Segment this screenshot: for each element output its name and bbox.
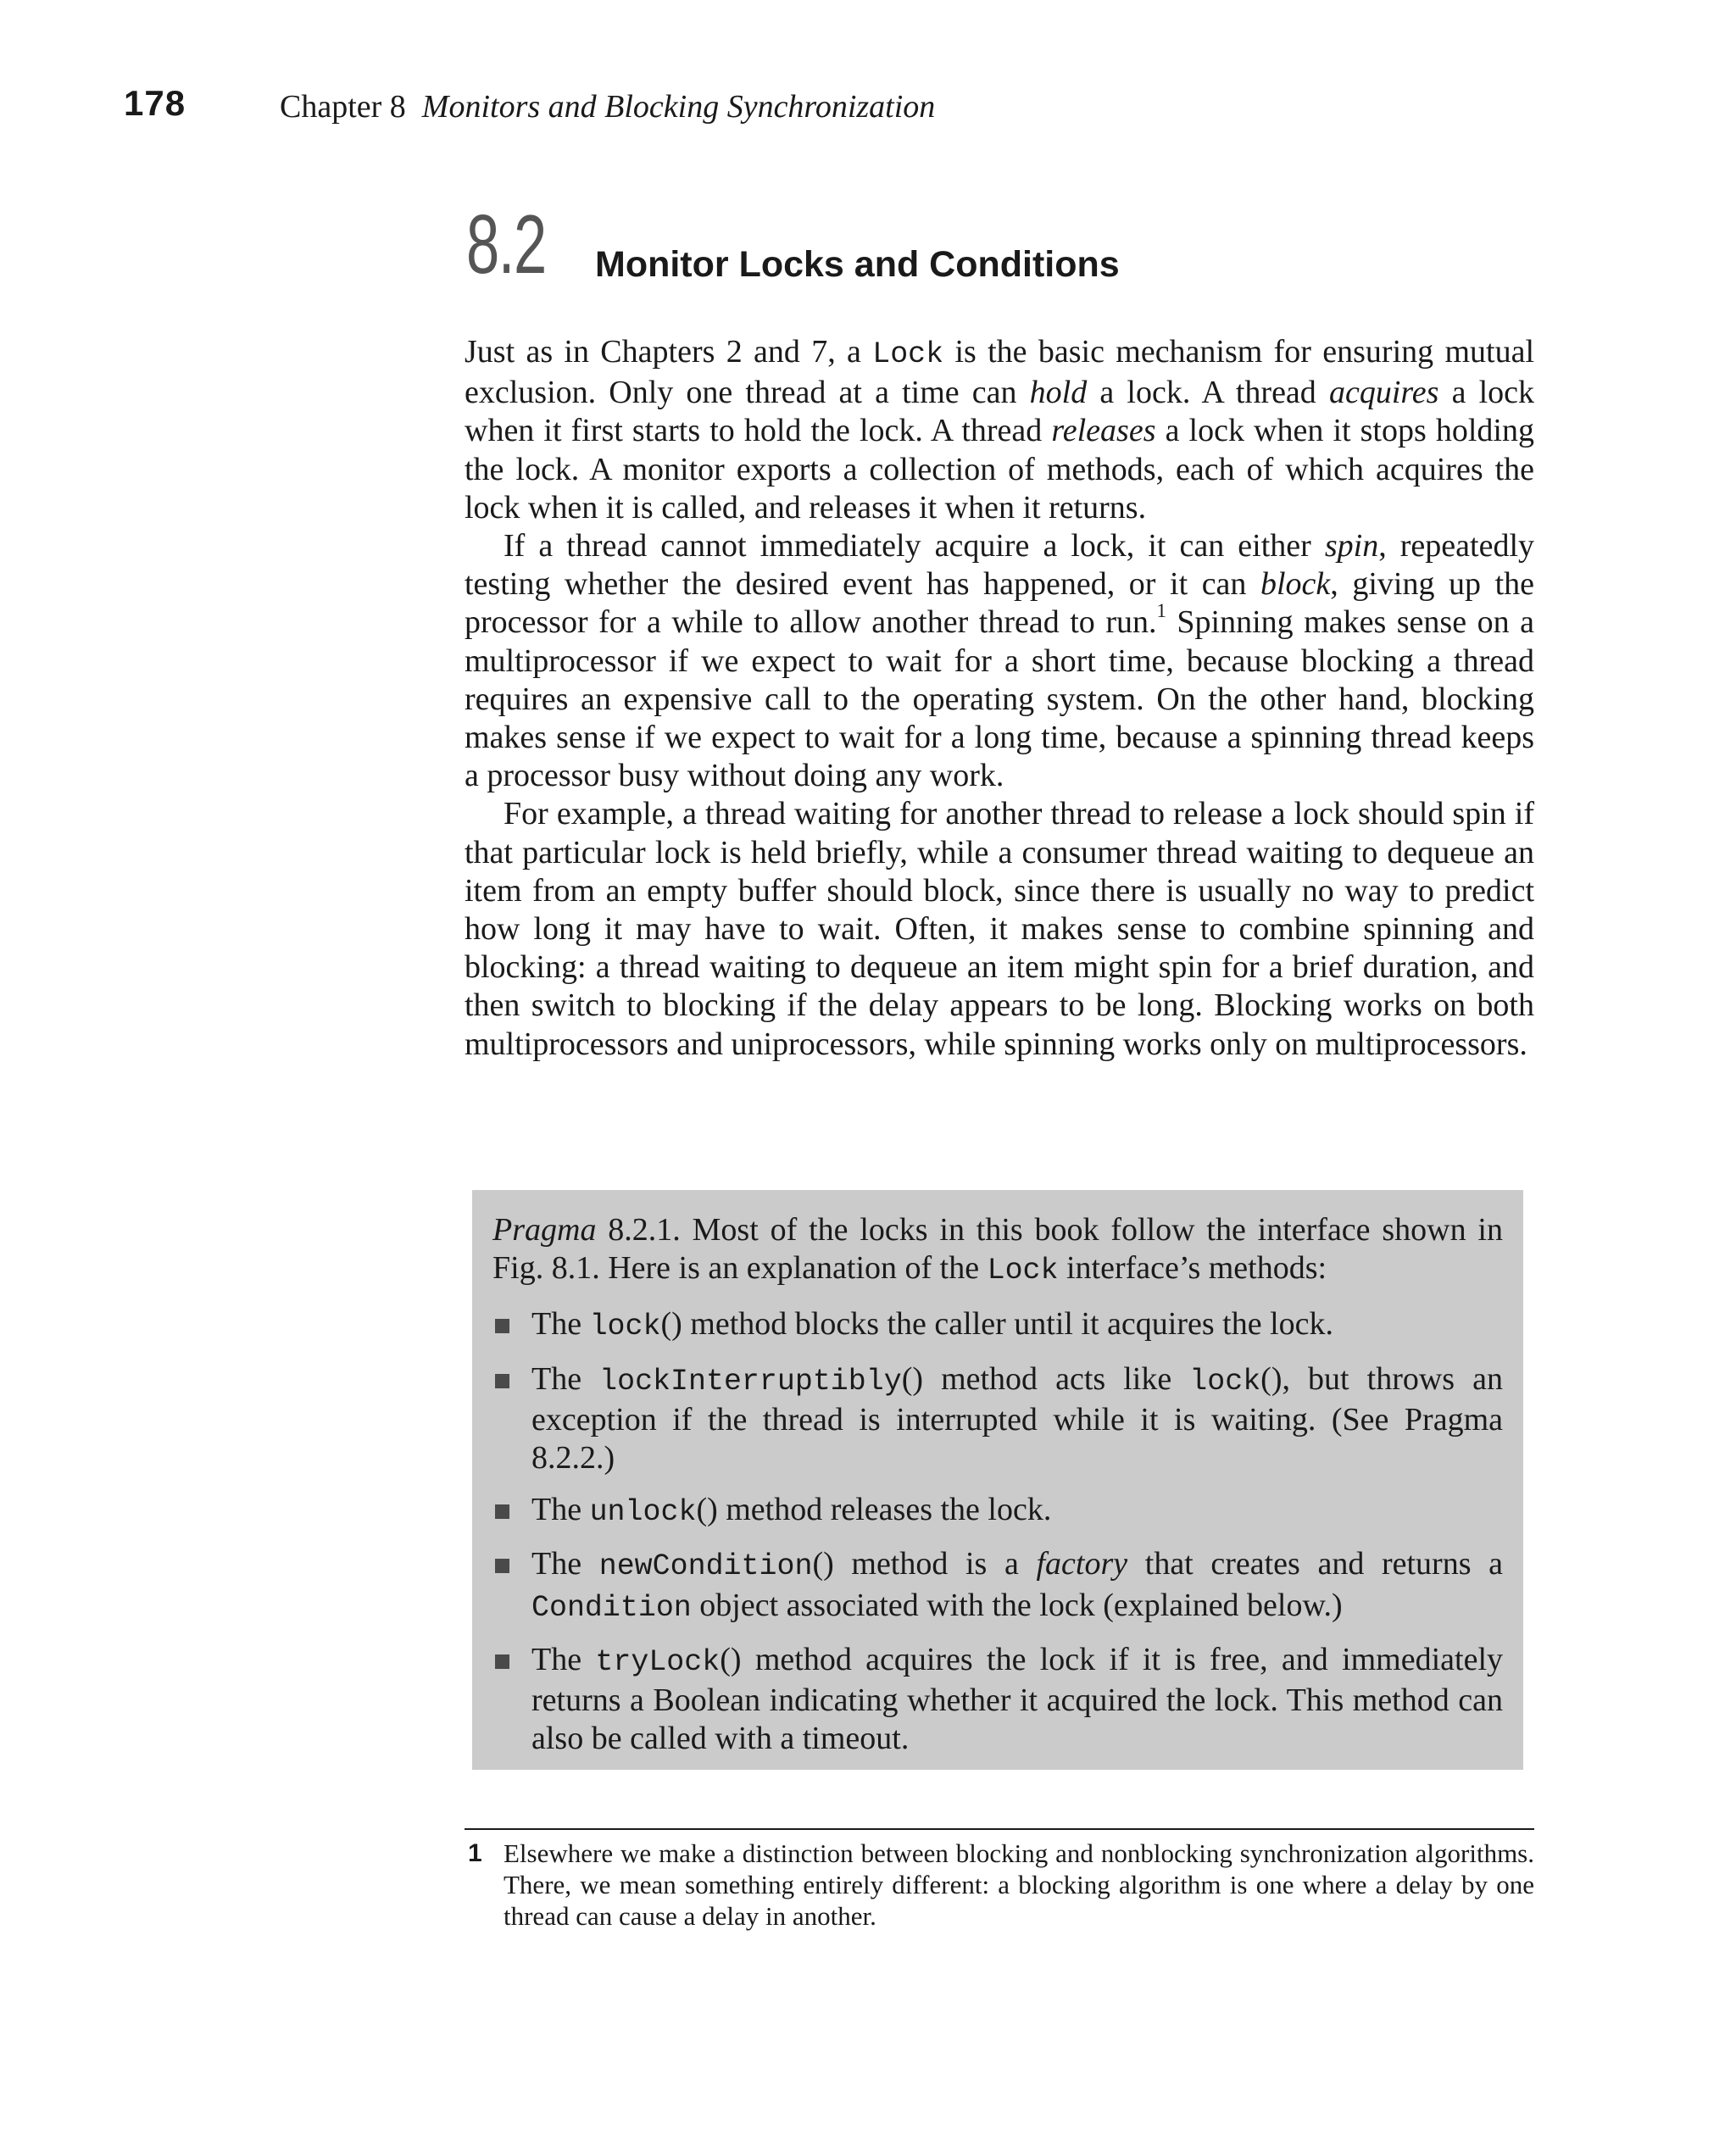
p2-text-3: , giving up the processor for a while to allow another thread to run. xyxy=(465,566,1534,641)
item-code: Condition xyxy=(531,1591,692,1625)
square-bullet-icon xyxy=(495,1319,509,1333)
pragma-label: Pragma xyxy=(492,1212,597,1248)
paragraph-3: For example, a thread waiting for another thread to release a lock should spin if that particular lock is held briefly, while a consumer thread waiting to dequeue an item from an empty buffer should block, since there is usually no way to predict how long it may have to wait. Often, it makes sense to combine spinning and blocking: a thread waiting to dequeue an item might spin for a brief duration, and then switch to blocking if the delay appears to be long. Blocking works on both multiprocessors and uniprocessors, while spinning works only on multiprocessors. xyxy=(465,796,1534,1062)
footnote-marker: 1 xyxy=(468,1839,482,1867)
footnote-divider xyxy=(465,1828,1534,1830)
p1-text-2: is the basic mechanism for ensuring mutual exclusion. Only one thread at a time can xyxy=(465,334,1535,411)
item-parens: () xyxy=(812,1546,834,1582)
chapter-label: Chapter 8 xyxy=(280,89,406,125)
list-item xyxy=(492,1305,1503,1346)
item-parens: () xyxy=(720,1641,742,1677)
list-item xyxy=(492,1360,1503,1478)
pragma-intro-text-1: 8.2.1. Most of the locks in this book follow the interface shown in Fig. 8.1. Here is an explanation of the xyxy=(492,1212,1503,1287)
item-text: The xyxy=(531,1546,599,1582)
p2-em-spin: spin xyxy=(1324,528,1379,564)
p1-text-4: a lock when it first starts to hold the lock. A thread xyxy=(465,375,1535,449)
item-code: lock xyxy=(1189,1365,1261,1399)
list-item xyxy=(492,1641,1503,1759)
p2-text-1: If a thread cannot immediately acquire a lock, it can either xyxy=(504,528,1325,564)
item-text: method acquires the lock if it is free, and immediately returns a Boolean indicating whether it acquired the lock. This method can also be called with a timeout. xyxy=(531,1641,1504,1757)
item-text: The xyxy=(531,1492,590,1528)
square-bullet-icon xyxy=(495,1504,509,1519)
p2-text-2: , repeatedly testing whether the desired event has happened, or it can xyxy=(465,528,1535,603)
footnote-reference[interactable]: 1 xyxy=(1156,600,1166,622)
section-heading xyxy=(466,197,1534,295)
item-code: newCondition xyxy=(598,1550,813,1584)
footnote-text: Elsewhere we make a distinction between blocking and nonblocking synchronization algorithms. There, we mean something entirely different: a blocking algorithm is one where a delay by one thread can cause a delay in another. xyxy=(504,1838,1534,1931)
item-text: method blocks the caller until it acquires the lock. xyxy=(682,1306,1334,1343)
footnote xyxy=(465,1838,1534,1932)
item-text: The xyxy=(531,1306,590,1343)
item-text: that creates and returns a xyxy=(1127,1546,1503,1582)
page-number: 178 xyxy=(124,83,186,123)
section-number: 8.2 xyxy=(466,197,546,291)
item-em-factory: factory xyxy=(1036,1546,1128,1582)
p1-code-lock: Lock xyxy=(872,338,944,371)
item-text: The xyxy=(531,1641,596,1677)
running-title xyxy=(280,88,935,125)
pragma-intro xyxy=(492,1211,1503,1290)
item-code: tryLock xyxy=(595,1645,721,1679)
square-bullet-icon xyxy=(495,1374,509,1388)
p1-em-acquires: acquires xyxy=(1328,375,1439,411)
chapter-title: Monitors and Blocking Synchronization xyxy=(421,89,936,125)
pragma-method-list xyxy=(492,1305,1503,1758)
item-text: method releases the lock. xyxy=(717,1492,1052,1528)
running-head xyxy=(0,83,1736,134)
paragraph-2 xyxy=(465,527,1534,795)
item-parens: () xyxy=(660,1306,682,1343)
p2-text-4: Spinning makes sense on a multiprocessor if we expect to wait for a short time, because blocking a thread requires an expensive call to the operating system. On the other hand, blocking makes sense if we expect to wait for a long time, because a spinning thread keeps a processor busy without doing any work. xyxy=(465,604,1534,794)
square-bullet-icon xyxy=(495,1654,509,1669)
p1-text-5: a lock when it stops holding the lock. A monitor exports a collection of methods, each of which acquires the lock when it is called, and releases it when it returns. xyxy=(465,413,1534,526)
pragma-intro-text-2: interface’s methods: xyxy=(1058,1250,1327,1287)
section-title: Monitor Locks and Conditions xyxy=(595,244,1120,285)
square-bullet-icon xyxy=(495,1559,509,1573)
item-text: method acts like xyxy=(923,1360,1190,1397)
item-text: The xyxy=(531,1360,600,1397)
item-text: method is a xyxy=(833,1546,1037,1582)
item-text: object associated with the lock (explained below.) xyxy=(691,1587,1343,1623)
item-code: lock xyxy=(589,1310,661,1344)
item-parens: () xyxy=(1260,1360,1283,1397)
item-parens: () xyxy=(696,1492,718,1528)
pragma-intro-code: Lock xyxy=(987,1254,1059,1288)
p1-em-hold: hold xyxy=(1029,375,1088,411)
p2-em-block: block xyxy=(1260,566,1331,603)
p1-text-3: a lock. A thread xyxy=(1087,375,1329,411)
list-item xyxy=(492,1545,1503,1627)
p1-em-releases: releases xyxy=(1051,413,1156,449)
paragraph-1 xyxy=(465,333,1534,527)
item-parens: () xyxy=(901,1360,924,1397)
list-item xyxy=(492,1491,1503,1532)
item-code: unlock xyxy=(589,1496,697,1530)
pragma-box xyxy=(472,1190,1523,1770)
item-text: , but throws an exception if the thread is interrupted while it is waiting. (See Pragma 8.2.2.) xyxy=(531,1360,1503,1476)
body-text xyxy=(465,333,1534,1064)
p1-text-1: Just as in Chapters 2 and 7, a xyxy=(465,334,873,370)
item-code: lockInterruptibly xyxy=(599,1365,902,1399)
